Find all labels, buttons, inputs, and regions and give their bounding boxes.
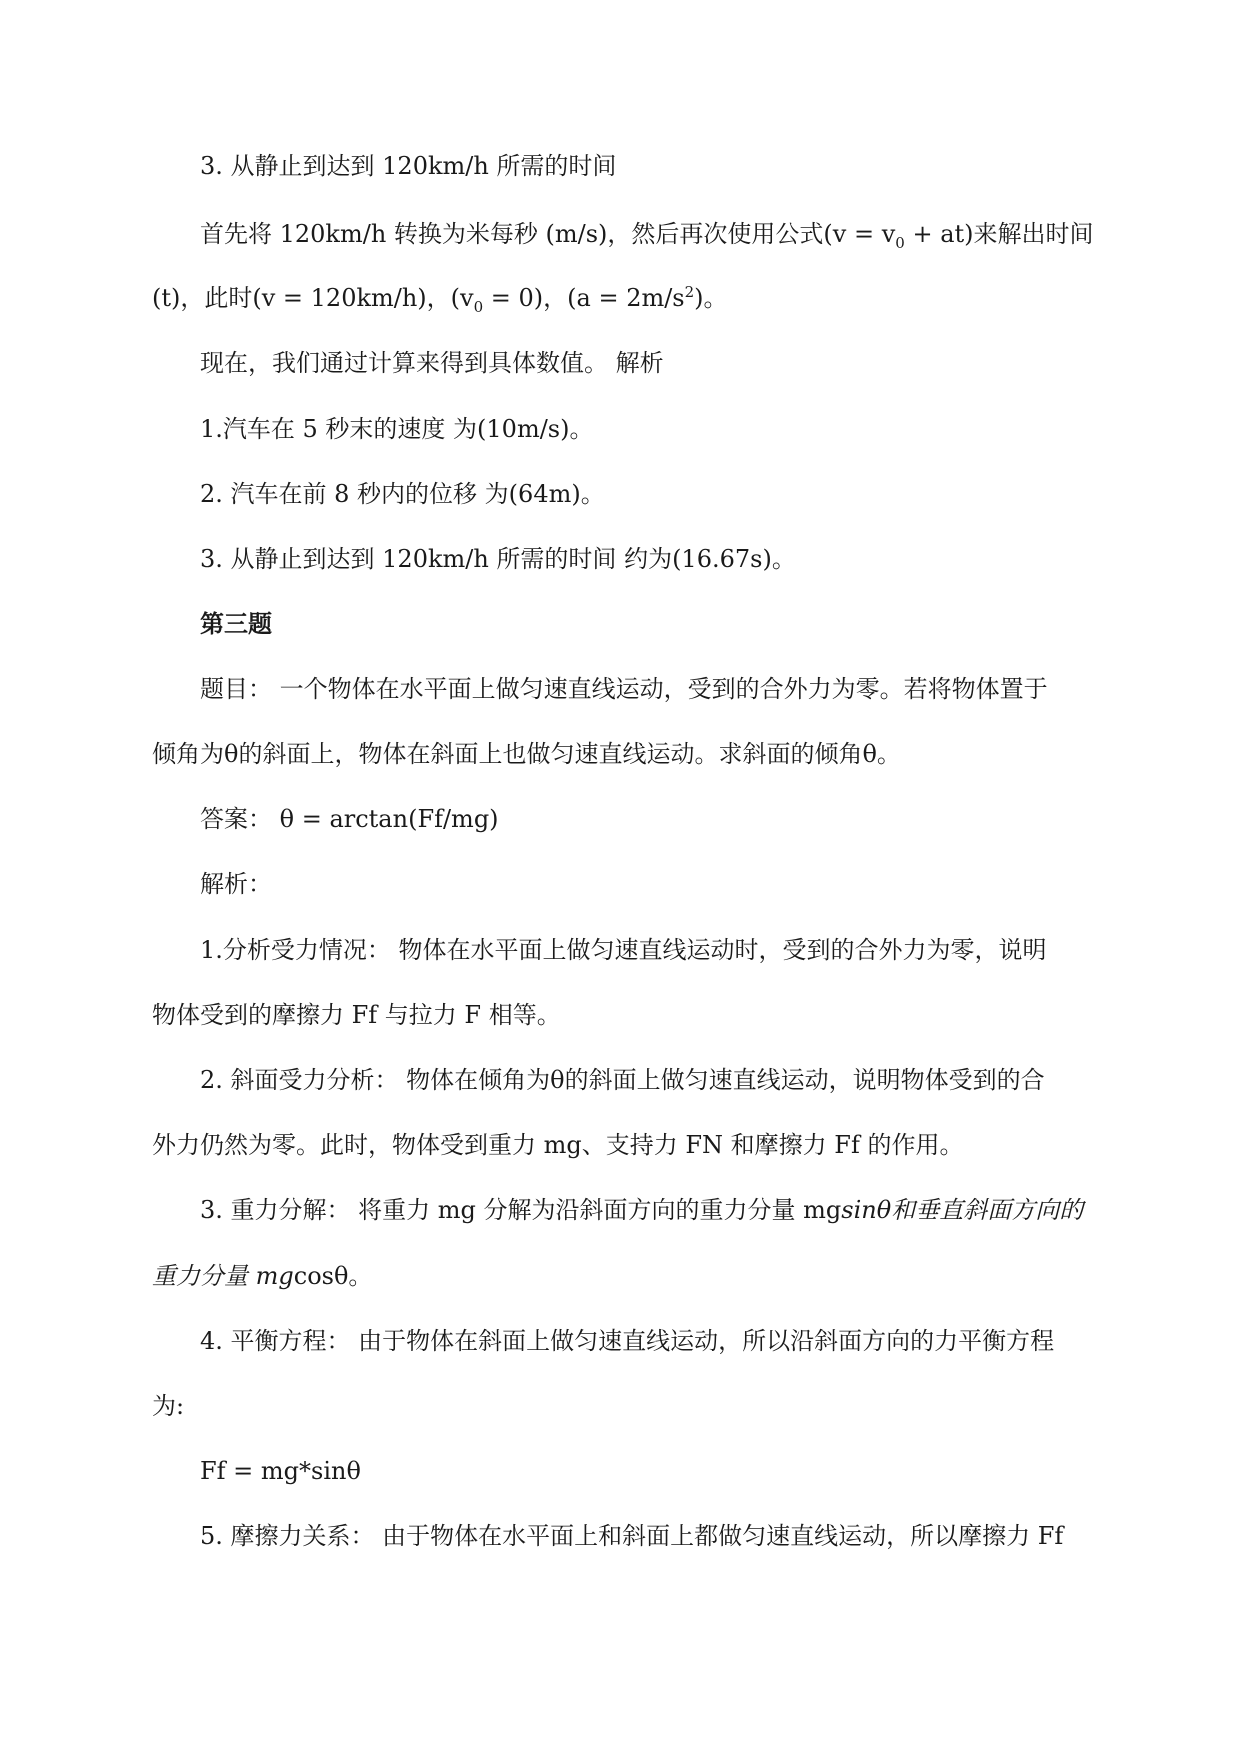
text: 1.汽车在 5 秒末的速度 为(10m/s)。 (200, 415, 594, 443)
text: Ff = mg*sinθ (200, 1457, 361, 1485)
text: 解析： (200, 870, 272, 898)
question-text-line-1 (200, 673, 1048, 705)
analysis-step-1-line-2 (152, 999, 561, 1031)
subscript: 0 (473, 297, 484, 316)
analysis-step-1-line-1 (200, 934, 1047, 966)
text: 第三题 (200, 610, 272, 638)
answer-item-2 (200, 478, 605, 510)
text: 3. 从静止到达到 120km/h 所需的时间 约为(16.67s)。 (200, 545, 796, 573)
text: 现在，我们通过计算来得到具体数值。 解析 (200, 349, 664, 377)
analysis-step-2-line-2 (152, 1129, 963, 1161)
answer-line (200, 803, 499, 835)
paragraph-convert-speed (200, 218, 1094, 250)
text: 3. 重力分解： 将重力 mg 分解为沿斜面方向的重力分量 mg (200, 1196, 842, 1224)
section-heading-question-3 (200, 608, 272, 640)
analysis-step-3-line-1 (200, 1194, 1083, 1226)
analysis-label (200, 868, 272, 900)
text: 首先将 120km/h 转换为米每秒 (m/s)，然后再次使用公式(v = v (200, 220, 896, 248)
text: + at)来解出时间 (904, 220, 1094, 248)
analysis-step-4-line-1 (200, 1325, 1054, 1357)
italic-text: 重力分量 mg (152, 1262, 294, 1290)
equation-friction (200, 1455, 361, 1487)
paragraph-calc-intro (200, 347, 664, 379)
text: 4. 平衡方程： 由于物体在斜面上做匀速直线运动，所以沿斜面方向的力平衡方程 (200, 1327, 1055, 1355)
analysis-step-5-line-1 (200, 1520, 1063, 1552)
text: 5. 摩擦力关系： 由于物体在水平面上和斜面上都做匀速直线运动，所以摩擦力 Ff (200, 1522, 1064, 1550)
text: (t)，此时(v = 120km/h)，(v (152, 284, 474, 312)
text: 物体受到的摩擦力 Ff 与拉力 F 相等。 (152, 1001, 561, 1029)
analysis-step-2-line-1 (200, 1064, 1045, 1096)
text: 3. 从静止到达到 120km/h 所需的时间 (200, 152, 617, 180)
paragraph-item-3-heading (200, 150, 616, 182)
text: 2. 汽车在前 8 秒内的位移 为(64m)。 (200, 480, 605, 508)
text: 外力仍然为零。此时，物体受到重力 mg、支持力 FN 和摩擦力 Ff 的作用。 (152, 1131, 964, 1159)
paragraph-given-values (152, 282, 728, 314)
text: cosθ。 (293, 1262, 373, 1290)
answer-item-3 (200, 543, 796, 575)
question-text-line-2 (152, 738, 901, 770)
italic-text: sinθ和垂直斜面方向的 (841, 1196, 1084, 1224)
text: 2. 斜面受力分析： 物体在倾角为θ的斜面上做匀速直线运动，说明物体受到的合 (200, 1066, 1045, 1094)
text: 倾角为θ的斜面上，物体在斜面上也做匀速直线运动。求斜面的倾角θ。 (152, 740, 901, 768)
text: 答案： θ = arctan(Ff/mg) (200, 805, 499, 833)
superscript: 2 (684, 283, 695, 301)
analysis-step-3-line-2 (152, 1260, 372, 1292)
text: 为: (152, 1392, 185, 1420)
answer-item-1 (200, 413, 593, 445)
analysis-step-4-line-2 (152, 1390, 184, 1422)
text: 题目： 一个物体在水平面上做匀速直线运动，受到的合外力为零。若将物体置于 (200, 675, 1048, 703)
subscript: 0 (895, 233, 905, 252)
text: = 0)，(a = 2m/s (483, 284, 685, 312)
text: 1.分析受力情况： 物体在水平面上做匀速直线运动时，受到的合外力为零，说明 (200, 936, 1047, 964)
text: )。 (694, 284, 728, 312)
